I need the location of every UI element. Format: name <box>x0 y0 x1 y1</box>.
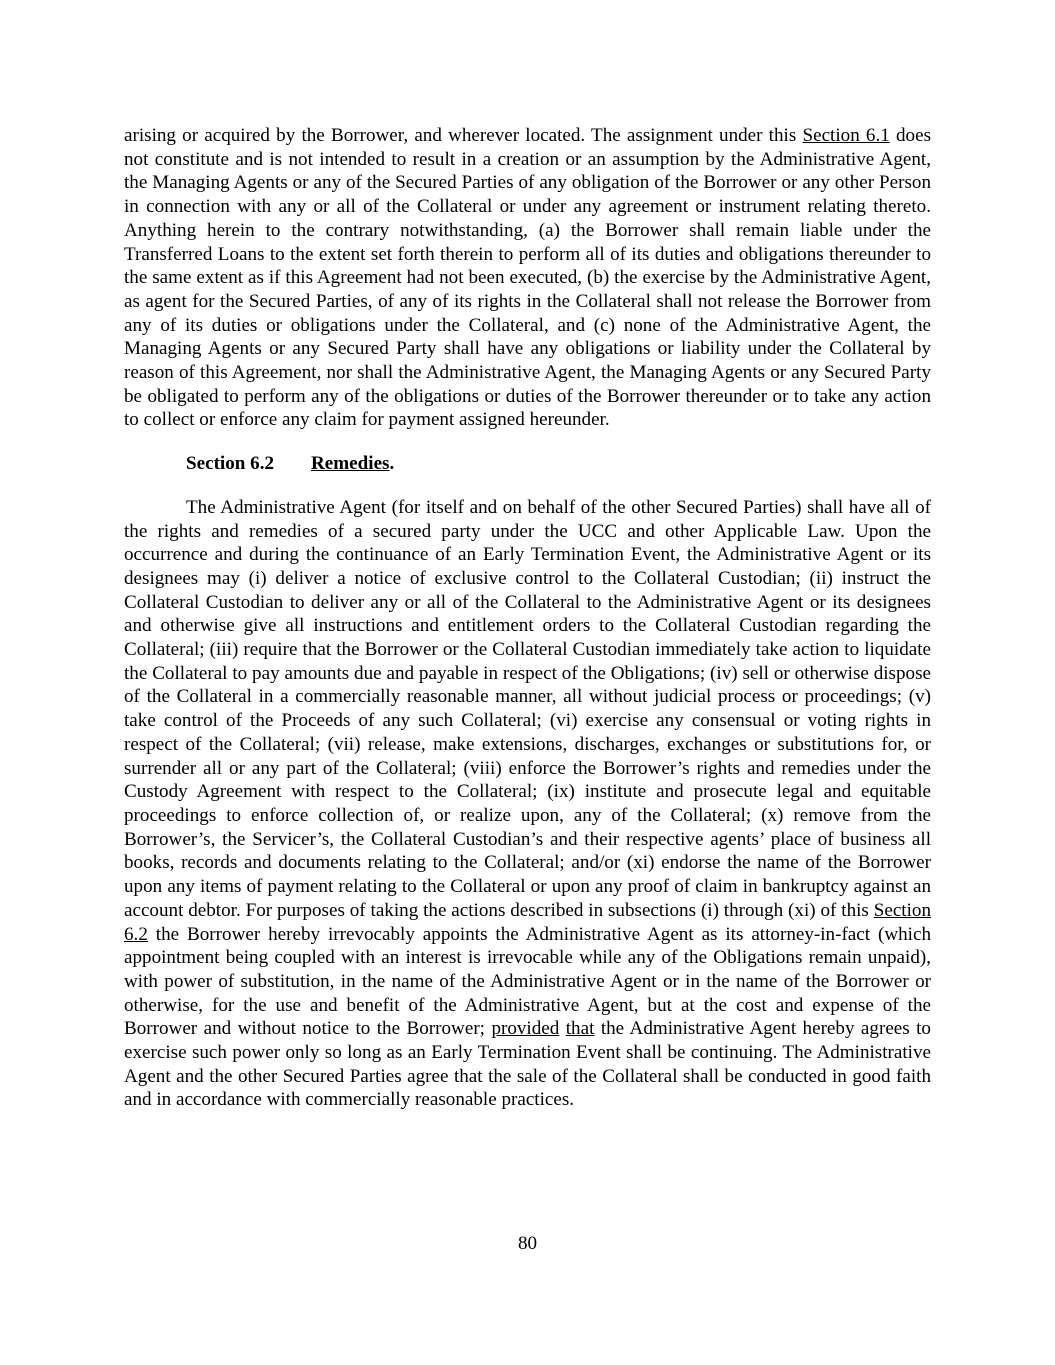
paragraph-text: arising or acquired by the Borrower, and wherever located. The assignment under this <box>124 125 803 146</box>
paragraph-text: does not constitute and is not intended to result in a creation or an assumption by the Administrative Agent, the Managing Agents or any of the Secured Parties of any obligation of the Borrower or any other Person in connection with any or all of the Collateral or under any agreement or instrument relating thereto. Anything herein to the contrary notwithstanding, (a) the Borrower shall remain liable under the Transferred Loans to the extent set forth therein to perform all of its duties and obligations thereunder to the same extent as if this Agreement had not been executed, (b) the exercise by the Administrative Agent, as agent for the Secured Parties, of any of its rights in the Collateral shall not release the Borrower from any of its duties or obligations under the Collateral, and (c) none of the Administrative Agent, the Managing Agents or any Secured Party shall have any obligations or liability under the Collateral by reason of this Agreement, nor shall the Administrative Agent, the Managing Agents or any Secured Party be obligated to perform any of the obligations or duties of the Borrower thereunder or to take any action to collect or enforce any claim for payment assigned hereunder. <box>124 125 932 431</box>
section-6-2-reference: Section 6.2 <box>124 899 931 945</box>
paragraph-text: the Borrower hereby irrevocably appoints the Administrative Agent as its attorney-in-fact (which appointment being coupled with an interest is irrevocable while any of the Obligations remain unpaid), with power of substitution, in the name of the Administrative Agent or in the name of the Borrower or otherwise, for the use and benefit of the Administrative Agent, but at the cost and expense of the Borrower and without notice to the Borrower; <box>124 923 931 1040</box>
section-number: Section 6.2 <box>186 453 275 475</box>
paragraph-section-6-1-continuation <box>124 124 931 432</box>
paragraph-text: The Administrative Agent (for itself and on behalf of the other Secured Parties) shall have all of the rights and remedies of a secured party under the UCC and other Applicable Law. Upon the occurrence and during the continuance of an Early Termination Event, the Administrative Agent or its designees may (i) deliver a notice of exclusive control to the Collateral Custodian; (ii) instruct the Collateral Custodian to deliver any or all of the Collateral to the Administrative Agent or its designees and otherwise give all instructions and entitlement orders to the Collateral Custodian regarding the Collateral; (iii) require that the Borrower or the Collateral Custodian immediately take action to liquidate the Collateral to pay amounts due and payable in respect of the Obligations; (iv) sell or otherwise dispose of the Collateral in a commercially reasonable manner, all without judicial process or proceedings; (v) take control of the Proceeds of any such Collateral; (vi) exercise any consensual or voting rights in respect of the Collateral; (vii) release, make extensions, discharges, exchanges or substitutions for, or surrender all or any part of the Collateral; (viii) enforce the Borrower’s rights and remedies under the Custody Agreement with respect to the Collateral; (ix) institute and prosecute legal and equitable proceedings to enforce collection of, or realize upon, any of the Collateral; (x) remove from the Borrower’s, the Servicer’s, the Collateral Custodian’s and their respective agents’ place of business all books, records and documents relating to the Collateral; and/or (xi) endorse the name of the Borrower upon any items of payment relating to the Collateral or upon any proof of claim in bankruptcy against an account debtor. For purposes of taking the actions described in subsections (i) through (xi) of this <box>124 496 931 921</box>
that-term: that <box>565 1018 595 1040</box>
section-6-1-reference: Section 6.1 <box>802 125 890 146</box>
page-number: 80 <box>517 1233 538 1254</box>
provided-term: provided <box>491 1018 560 1040</box>
paragraph-remedies <box>124 496 931 1112</box>
section-heading <box>124 452 931 476</box>
paragraph-text: the Administrative Agent hereby agrees to exercise such power only so long as an Early Termination Event shall be continuing. The Administrative Agent and the other Secured Parties agree that the sale of the Collateral shall be conducted in good faith and in accordance with commercially reasonable practices. <box>124 1018 931 1111</box>
document-page <box>124 124 931 1112</box>
section-title: Remedies <box>311 453 390 475</box>
section-title-period: . <box>389 453 395 475</box>
